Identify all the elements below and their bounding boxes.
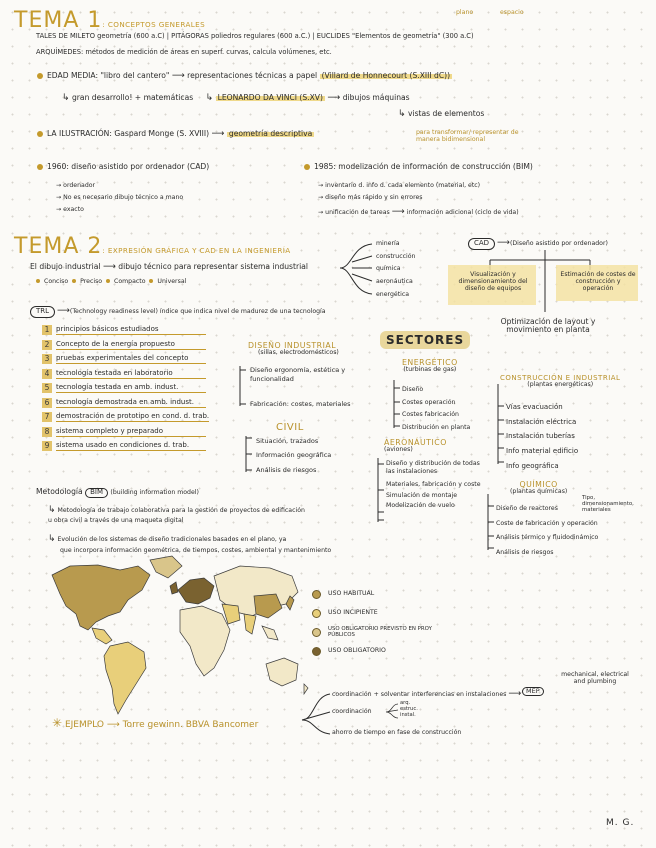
ejemplo-item-1: coordinación + solventar interferencias en instalaciones ⟶ (332, 689, 522, 699)
bim-desc: (building information model) (110, 489, 199, 496)
arrow-icon: ⟶ (211, 129, 225, 139)
bim-1985-text: 1985: modelización de información de construcción (BIM) (314, 162, 533, 171)
bim-item: → inventario d. info d. cada elemento (material, etc) (318, 182, 481, 189)
sector-item: Distribución en planta (402, 424, 471, 432)
trl-level: 9 sistema usado en condiciones d. trab. (42, 439, 209, 454)
trl-desc: (Technology readiness level) índice que indica nivel de madurez de una tecnología (69, 308, 326, 315)
trl-level: 8 sistema completo y preparado (42, 425, 209, 440)
ejemplo-label: EJEMPLO (64, 720, 104, 730)
cad-bottom-box: Optimización de layout y movimiento en planta (500, 317, 596, 335)
star-icon: ✳ (52, 716, 63, 730)
sector-item: Vías evacuación (506, 403, 563, 411)
sector-item: Modelización de vuelo (386, 502, 455, 509)
cad-item: → No es necesario dibujo técnico a mano (56, 193, 184, 201)
sector-item: Análisis térmico y fluidodinámico (496, 534, 599, 542)
tema1-subtitle: : CONCEPTOS GENERALES (102, 20, 206, 29)
sector-item: Info geográfica (506, 461, 559, 470)
sector-item: Costes fabricación (402, 411, 459, 419)
edad-media-text: EDAD MEDIA: "libro del cantero" (47, 71, 170, 80)
sector-item: Costes operación (402, 398, 456, 406)
sector-item: Diseño y distribución de todas las instalaciones (386, 460, 480, 475)
branch-item: minería (376, 240, 400, 247)
bim-badge: BIM (85, 488, 108, 498)
tema2-subtitle: : EXPRESIÓN GRÁFICA Y CAD EN LA INGENIERÍA (102, 246, 291, 255)
espacio-label: espacio (500, 9, 524, 16)
mep-desc: mechanical, electrical and plumbing (561, 671, 629, 685)
sector-item: Situación, trazados (256, 437, 319, 445)
qualities-row: Conciso Preciso Compacto Universal (36, 279, 186, 286)
representaciones-text: representaciones técnicas a papel (187, 71, 318, 80)
tema1-title: TEMA 1 (14, 8, 103, 33)
sector-note: (plantas químicas) (510, 488, 568, 495)
sector-item: Fabricación: costes, materiales (250, 400, 351, 408)
sector-item: Análisis de riesgos (496, 548, 554, 556)
cad-desc: (Diseño asistido por ordenador) (509, 240, 608, 247)
trl-level: 7 demostración de prototipo en cond. d. trab. (42, 410, 209, 425)
mep-badge: MEP (522, 687, 544, 696)
sector-item: Instalación eléctrica (506, 417, 577, 426)
sector-item: Diseño (402, 386, 424, 393)
trl-row: TRL ⟶(Technology readiness level) índice que indica nivel de madurez de una tecnología (30, 306, 326, 318)
ejemplo-item-2: coordinación (332, 708, 372, 715)
cad-item: → ordenador (56, 182, 96, 189)
geometria-descriptiva-text: geometría descriptiva (228, 129, 313, 138)
ilustracion-text: LA ILUSTRACIÓN: Gaspard Monge (S. XVIII) (47, 129, 210, 138)
sector-item: Info material edificio (506, 447, 579, 456)
trl-level: 5 tecnología testada en amb. indust. (42, 381, 209, 396)
sector-item: Diseño de reactores (496, 505, 558, 512)
sector-title: ENERGÉTICO (402, 358, 458, 367)
sector-civil-title: CIVIL (276, 422, 304, 433)
sector-note: (plantas energéticas) (527, 381, 594, 388)
cad-right-box: Estimación de costes de construcción y operación (560, 271, 636, 292)
vistas-text: vistas de elementos (407, 109, 485, 118)
trl-badge: TRL (30, 306, 55, 318)
arrow-icon: ⟶ (171, 71, 185, 81)
arrow-icon: ↳ (398, 109, 406, 119)
leonardo-text: LEONARDO DA VINCI (S.XV) (217, 93, 323, 102)
sector-note: (aviones) (384, 446, 413, 453)
sector-item: Información geográfica (256, 451, 332, 460)
branch-item: química (376, 265, 401, 273)
bim-item: → unificación de tareas ⟶ información adicional (ciclo de vida) (318, 206, 519, 217)
bim-item: → diseño más rápido y sin errores (318, 193, 423, 201)
sector-item: Diseño ergonomía, estética y funcionalidad (250, 366, 346, 383)
trl-level: 1 principios básicos estudiados (42, 323, 209, 338)
dibujo-tecnico-text: dibujo técnico para representar sistema industrial (118, 262, 308, 271)
sector-title: DISEÑO INDUSTRIAL (248, 341, 337, 350)
trl-level: 3 pruebas experimentales del concepto (42, 352, 209, 367)
sector-title: AERONÁUTICO (384, 438, 447, 447)
sectores-title: SECTORES (380, 331, 470, 349)
legend-item: USO OBLIGATORIO PREVISTO EN PROY PÚBLICOS (312, 623, 448, 642)
cad-item: → exacto (56, 205, 84, 213)
arrow-icon: ⟶ (327, 93, 341, 103)
dibujo-industrial-text: El dibujo industrial (30, 262, 101, 271)
sector-note: (sillas, electrodomésticos) (258, 349, 339, 356)
dibujos-maquinas-text: dibujos máquinas (342, 93, 410, 102)
ejemplo-sub: arq. estruc. instal. (400, 700, 418, 718)
cad-1960-text: 1960: diseño asistido por ordenador (CAD) (47, 162, 210, 171)
arrow-icon: ↳ (205, 93, 214, 103)
branch-item: energética (376, 290, 410, 298)
sector-item: Coste de fabricación y operación (496, 519, 598, 527)
sector-item: Simulación de montaje (386, 492, 458, 500)
cad-badge: CAD (468, 238, 495, 250)
meto-1: ↳ Metodología de trabajo colaborativa para la gestión de proyectos de edificación u obra civil a través de una maqueta digital (48, 505, 305, 525)
sector-item: Análisis de riesgos (256, 465, 317, 474)
signature: M. G. (606, 818, 635, 828)
mep-badge-wrap (522, 687, 544, 696)
legend-item: USO HABITUAL (312, 585, 448, 604)
villard-text: (Villard de Honnecourt (S.XIII dC)) (321, 71, 451, 80)
arrow-icon: ⟶ (106, 720, 120, 730)
trl-level: 2 Concepto de la energía propuesto (42, 338, 209, 353)
meto-2: ↳ Evolución de los sistemas de diseño tradicionales basados en el plano, ya que incorpora información geométrica, de tiempos, costes, ambiental y mantenimiento (48, 534, 332, 555)
ejemplo-text: Torre gewinn. BBVA Bancomer (122, 720, 259, 730)
plano-label: plano (456, 9, 474, 16)
branch-item: construcción (376, 252, 416, 260)
quimico-tipo: Tipo, dimensionamiento, materiales (582, 495, 634, 513)
ejemplo-item-3: ahorro de tiempo en fase de construcción (332, 729, 462, 736)
trl-level: 6 tecnología demostrada en amb. indust. (42, 396, 209, 411)
metodologia-text: Metodología (36, 487, 83, 496)
ancient-line: TALES DE MILETO geometría (600 a.C) | PITÁGORAS poliedros regulares (600 a.C.) | EUCLIDES "Elementos de geometría" (300 a.C) (36, 32, 474, 40)
sector-title: CONSTRUCCIÓN E INDUSTRIAL (500, 374, 621, 382)
sector-title: QUÍMICO (519, 480, 558, 489)
archimedes-line: ARQUÍMEDES: métodos de medición de áreas en superf. curvas, calcula volúmenes, etc. (36, 48, 332, 56)
arrow-icon: ⟶ (102, 262, 116, 272)
arrow-icon: ↳ (62, 93, 70, 103)
legend-item: USO OBLIGATORIO (312, 642, 448, 661)
geometria-note: para transformar/ representar de manera bidimensional (416, 129, 519, 143)
cad-diagram-header: CAD ⟶(Diseño asistido por ordenador) (468, 238, 608, 250)
sector-item: Materiales, fabricación y coste (386, 480, 481, 488)
trl-level: 4 tecnología testada en laboratorio (42, 367, 209, 382)
branch-item: aeronáutica (376, 278, 413, 286)
gran-desarrollo-text: gran desarrollo! + matemáticas (71, 93, 194, 102)
sector-item: Instalación tuberías (506, 432, 575, 441)
sector-note: (turbinas de gas) (403, 366, 457, 373)
cad-left-box: Visualización y dimensionamiento del diseño de equipos (458, 271, 528, 292)
tema2-title: TEMA 2 (14, 234, 103, 259)
legend-item: USO INCIPIENTE (312, 604, 448, 623)
